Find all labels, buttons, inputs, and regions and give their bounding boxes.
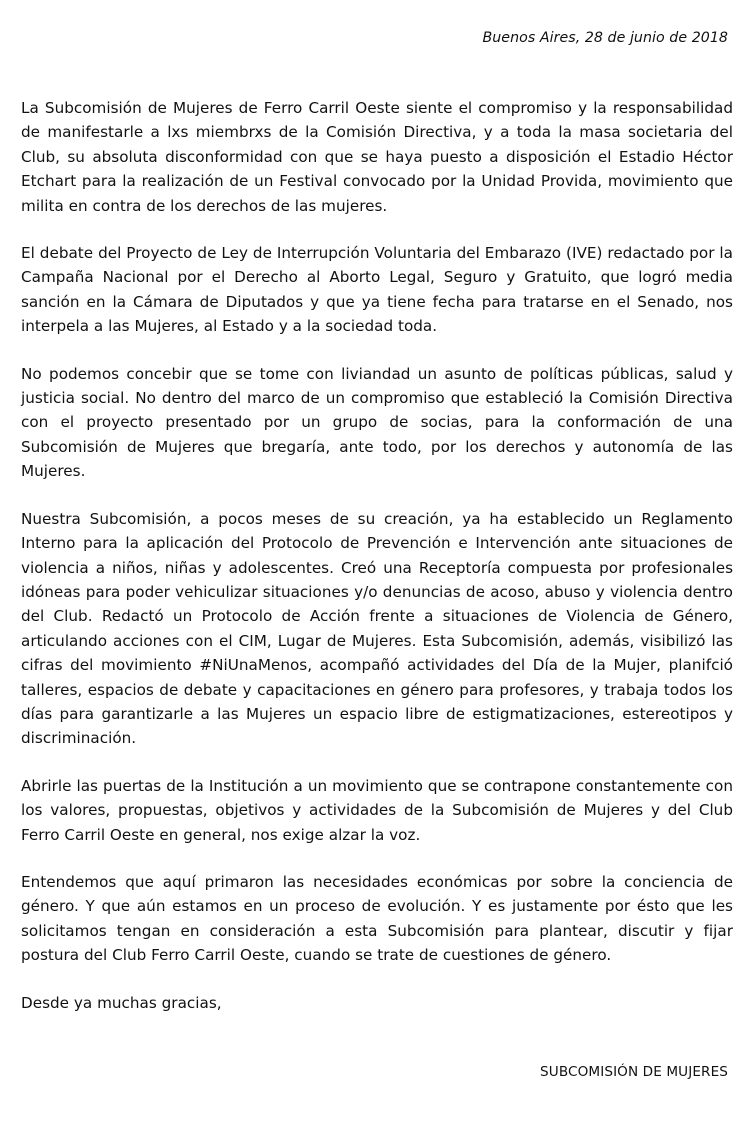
paragraph-5: Abrirle las puertas de la Institución a un movimiento que se contrapone constantemente con los valores, propuestas, objetivos y actividades de la Subcomisión de Mujeres y del Club Ferro Carril Oeste en general, nos exige alzar la voz. xyxy=(21,776,733,844)
paragraph-3: No podemos concebir que se tome con liviandad un asunto de políticas públicas, salud y justicia social. No dentro del marco de un compromiso que estableció la Comisión Directiva con el proyecto presentado por un grupo de socias, para la conformación de una Subcomisión de Mujeres que bregaría, ante todo, por los derechos y autonomía de las Mujeres. xyxy=(21,364,733,481)
date-line: Buenos Aires, 28 de junio de 2018 xyxy=(482,30,728,46)
paragraph-6: Entendemos que aquí primaron las necesidades económicas por sobre la conciencia de género. Y que aún estamos en un proceso de evolución. Y es justamente por ésto que les solicitamos tengan en consideración a esta Subcomisión para plantear, discutir y fijar postura del Club Ferro Carril Oeste, cuando se trate de cuestiones de género. xyxy=(21,872,733,965)
closing-line: Desde ya muchas gracias, xyxy=(21,993,222,1012)
paragraph-4: Nuestra Subcomisión, a pocos meses de su creación, ya ha establecido un Reglamento Interno para la aplicación del Protocolo de Prevención e Intervención ante situaciones de violencia a niños, niñas y adolescentes. Creó una Receptoría compuesta por profesionales idóneas para poder vehiculizar situaciones y/o denuncias de acoso, abuso y violencia dentro del Club. Redactó un Protocolo de Acción frente a situaciones de Violencia de Género, articulando acciones con el CIM, Lugar de Mujeres. Esta Subcomisión, además, visibilizó las cifras del movimiento #NiUnaMenos, acompañó actividades del Día de la Mujer, planifció talleres, espacios de debate y capacitaciones en género para profesores, y trabaja todos los días para garantizarle a las Mujeres un espacio libre de estigmatizaciones, estereotipos y discriminación. xyxy=(21,509,733,748)
paragraph-2: El debate del Proyecto de Ley de Interrupción Voluntaria del Embarazo (IVE) redactado por la Campaña Nacional por el Derecho al Aborto Legal, Seguro y Gratuito, que logró media sanción en la Cámara de Diputados y que ya tiene fecha para tratarse en el Senado, nos interpela a las Mujeres, al Estado y a la sociedad toda. xyxy=(21,244,733,336)
paragraph-1: La Subcomisión de Mujeres de Ferro Carril Oeste siente el compromiso y la responsabilidad de manifestarle a lxs miembrxs de la Comisión Directiva, y a toda la masa societaria del Club, su absoluta disconformidad con que se haya puesto a disposición el Estadio Héctor Etchart para la realización de un Festival convocado por la Unidad Provida, movimiento que milita en contra de los derechos de las mujeres. xyxy=(21,99,733,215)
letter-body xyxy=(21,96,733,1038)
signature: SUBCOMISIÓN DE MUJERES xyxy=(540,1064,728,1080)
